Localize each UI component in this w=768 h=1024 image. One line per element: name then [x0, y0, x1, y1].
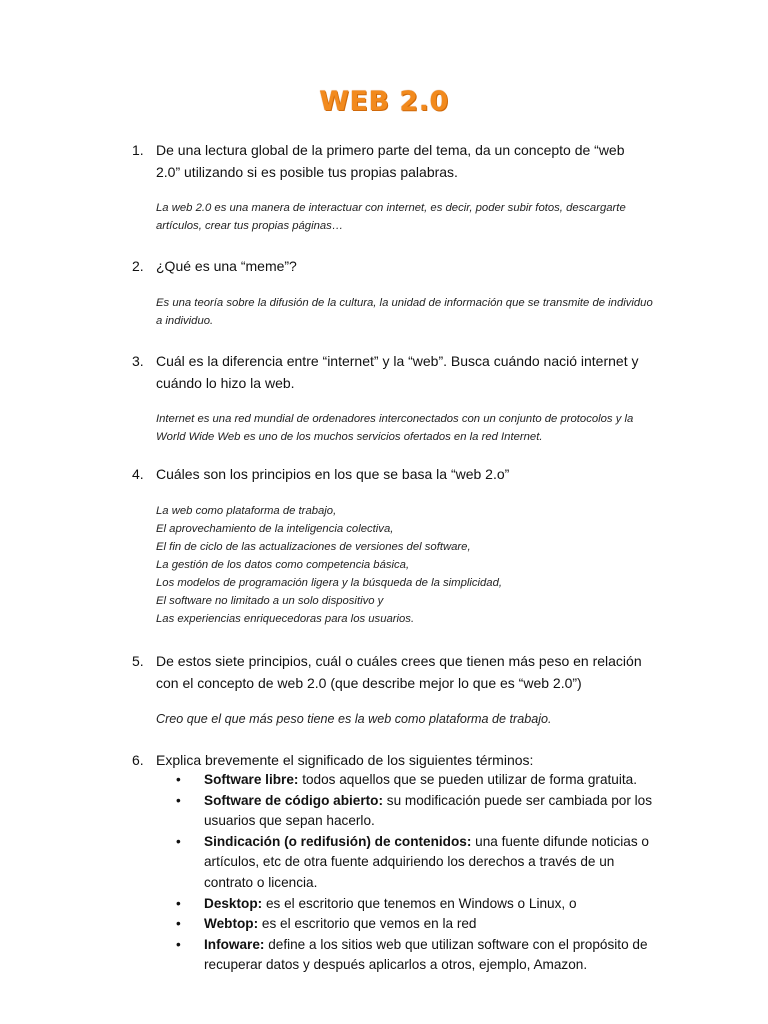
term-item: [156, 791, 656, 832]
term-definition: todos aquellos que se pueden utilizar de forma gratuita.: [298, 772, 637, 787]
term-item: [156, 914, 656, 935]
bullet-icon: •: [176, 936, 181, 952]
question-5: [132, 650, 652, 694]
term-item: [156, 770, 656, 791]
answer-3: Internet es una red mundial de ordenadores interconectados con un conjunto de protocolos y la World Wide Web es uno de los muchos servicios ofertados en la red Internet.: [156, 413, 634, 443]
bullet-icon: •: [176, 792, 181, 808]
bullet-icon: •: [176, 895, 181, 911]
question-number: 5.: [132, 653, 144, 669]
terms-list: [156, 770, 656, 976]
term-definition: es el escritorio que vemos en la red: [258, 916, 477, 932]
question-text: Cuál es la diferencia entre “internet” y la “web”. Busca cuándo nació internet y cuándo lo hizo la web.: [156, 353, 639, 391]
term-label: Software libre:: [204, 772, 299, 787]
bullet-icon: •: [176, 772, 181, 787]
question-text: ¿Qué es una “meme”?: [156, 258, 297, 274]
term-label: Software de código abierto:: [204, 792, 384, 808]
term-definition: es el escritorio que tenemos en Windows o Linux, o: [262, 895, 577, 911]
question-text: Explica brevemente el significado de los siguientes términos:: [156, 752, 534, 768]
principle-item: El software no limitado a un solo dispositivo y: [156, 595, 384, 607]
bullet-icon: •: [176, 916, 181, 932]
principle-item: Los modelos de programación ligera y la búsqueda de la simplicidad,: [156, 577, 503, 589]
term-definition: una fuente difunde noticias o artículos, etc de otra fuente adquiriendo los derechos a través de un contrato o licencia.: [204, 833, 649, 890]
term-item: [156, 935, 656, 976]
answer-2: Es una teoría sobre la difusión de la cultura, la unidad de información que se transmite de individuo a individuo.: [156, 297, 653, 327]
term-item: [156, 832, 656, 894]
bullet-icon: •: [176, 833, 181, 849]
question-number: 3.: [132, 353, 144, 369]
question-1: [132, 139, 652, 183]
principle-item: La web como plataforma de trabajo,: [156, 505, 337, 517]
answer-1: La web 2.0 es una manera de interactuar con internet, es decir, poder subir fotos, descargarte artículos, crear tus propias páginas…: [156, 202, 626, 232]
question-4: [132, 463, 652, 485]
term-label: Desktop:: [204, 895, 263, 911]
question-number: 6.: [132, 752, 144, 768]
question-2: [132, 255, 652, 277]
page-title: WEB 2.0: [319, 86, 449, 117]
principle-item: El aprovechamiento de la inteligencia colectiva,: [156, 523, 394, 535]
question-3: [132, 350, 652, 394]
question-number: 4.: [132, 466, 144, 482]
term-item: [156, 894, 656, 915]
principle-item: El fin de ciclo de las actualizaciones de versiones del software,: [156, 541, 471, 553]
term-definition: define a los sitios web que utilizan software con el propósito de recuperar datos y después aplicarlos a otros, ejemplo, Amazon.: [204, 936, 648, 973]
term-label: Sindicación (o redifusión) de contenidos:: [204, 833, 472, 849]
term-label: Webtop:: [204, 916, 259, 932]
answer-5: Creo que el que más peso tiene es la web como plataforma de trabajo.: [156, 712, 552, 726]
term-definition: su modificación puede ser cambiada por los usuarios que sepan hacerlo.: [204, 792, 653, 829]
question-6: [132, 749, 652, 771]
answer-4-list: [156, 502, 656, 628]
question-text: De una lectura global de la primero parte del tema, da un concepto de “web 2.0” utilizando si es posible tus propias palabras.: [156, 142, 625, 180]
principle-item: Las experiencias enriquecedoras para los usuarios.: [156, 613, 415, 625]
principle-item: La gestión de los datos como competencia básica,: [156, 559, 410, 571]
term-label: Infoware:: [204, 936, 265, 952]
question-text: De estos siete principios, cuál o cuáles crees que tienen más peso en relación con el concepto de web 2.0 (que describe mejor lo que es “web 2.0”): [156, 653, 642, 691]
question-number: 2.: [132, 258, 144, 274]
question-number: 1.: [132, 142, 144, 158]
question-text: Cuáles son los principios en los que se basa la “web 2.o”: [156, 466, 510, 482]
